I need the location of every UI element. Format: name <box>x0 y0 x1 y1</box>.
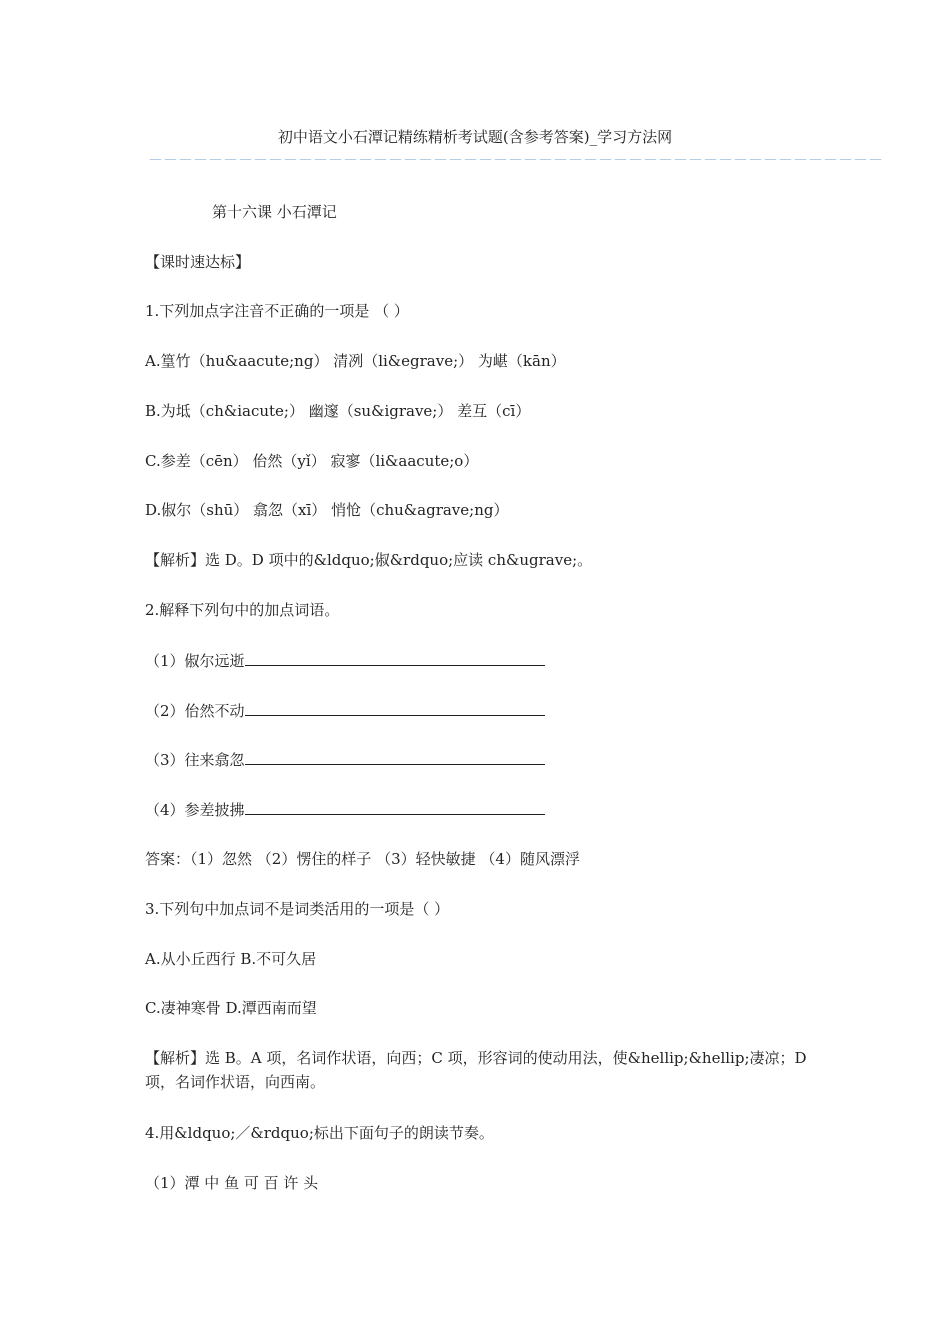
question-1-option-d: D.俶尔（shū） 翕忽（xī） 悄怆（chu&agrave;ng） <box>145 501 509 519</box>
question-1-analysis: 【解析】选 D。D 项中的&ldquo;俶&rdquo;应读 ch&ugrave;。 <box>145 551 593 569</box>
question-2-item-text: （1）俶尔远逝 <box>145 652 245 670</box>
page-title: 初中语文小石潭记精练精析考试题(含参考答案)_学习方法网 <box>277 128 673 146</box>
question-3-analysis: 【解析】选 B。A 项，名词作状语，向西；C 项，形容词的使动用法，使&hellip;&hellip;凄凉；D 项，名词作状语，向西南。 <box>145 1049 807 1091</box>
answer-blank[interactable] <box>245 649 545 666</box>
question-1-option-a: A.篁竹（hu&aacute;ng） 清冽（li&egrave;） 为嵁（kān） <box>145 352 566 370</box>
title-divider: －－－－－－－－－－－－－－－－－－－－－－－－－－－－－－－－－－－－－－－－－－－－－－－－－ <box>148 151 884 169</box>
question-2-item <box>145 649 815 672</box>
question-4-item-1: （1）潭 中 鱼 可 百 许 头 <box>145 1174 319 1192</box>
answer-blank[interactable] <box>245 748 545 765</box>
lesson-title: 第十六课 小石潭记 <box>212 203 337 221</box>
question-4-stem: 4.用&ldquo;／&rdquo;标出下面句子的朗读节奏。 <box>145 1124 494 1142</box>
answer-blank[interactable] <box>245 699 545 716</box>
question-2-item <box>145 748 815 771</box>
question-2-item-text: （4）参差披拂 <box>145 801 245 819</box>
question-2-stem: 2.解释下列句中的加点词语。 <box>145 601 340 619</box>
question-2-item <box>145 699 815 722</box>
question-1-stem: 1.下列加点字注音不正确的一项是 （ ） <box>145 302 409 320</box>
question-2-item-text: （3）往来翕忽 <box>145 751 245 769</box>
question-3-options-cd: C.凄神寒骨 D.潭西南而望 <box>145 999 317 1017</box>
section-heading: 【课时速达标】 <box>145 253 251 271</box>
question-2-item <box>145 798 815 821</box>
question-1-option-b: B.为坻（ch&iacute;） 幽邃（su&igrave;） 差互（cī） <box>145 402 531 420</box>
question-3-options-ab: A.从小丘西行 B.不可久居 <box>145 950 317 968</box>
question-3-stem: 3.下列句中加点词不是词类活用的一项是（ ） <box>145 900 450 918</box>
question-2-answer: 答案：（1）忽然 （2）愣住的样子 （3）轻快敏捷 （4）随风漂浮 <box>145 850 580 868</box>
question-1-option-c: C.参差（cēn） 佁然（yǐ） 寂寥（li&aacute;o） <box>145 452 479 470</box>
answer-blank[interactable] <box>245 798 545 815</box>
question-2-item-text: （2）佁然不动 <box>145 702 245 720</box>
